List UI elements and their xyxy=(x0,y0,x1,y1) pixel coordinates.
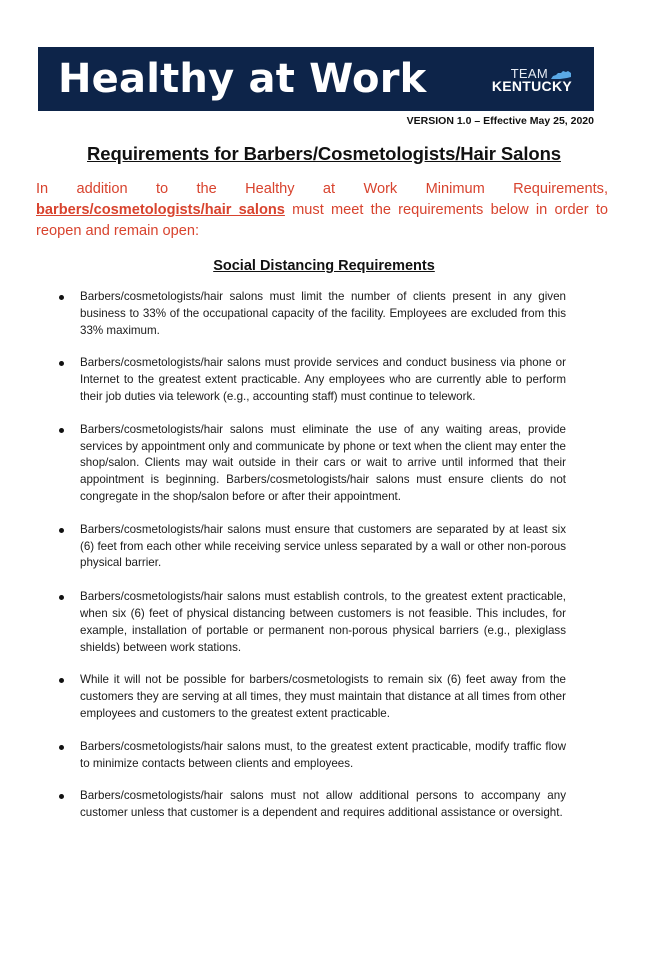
intro-text-2: must meet the requirements below in order to reopen and remain open: xyxy=(36,202,608,239)
list-item: Barbers/cosmetologists/hair salons must, to the greatest extent practicable, modify traffic flow to minimize contacts between clients and employees. xyxy=(56,739,566,773)
list-item: Barbers/cosmetologists/hair salons must establish controls, to the greatest extent practicable, when six (6) feet of physical distancing between customers is not feasible. This includes, for example, installation of portable or permanent non-porous physical barriers (e.g., plexiglass shields) between work stations. xyxy=(56,589,566,656)
document-title: Requirements for Barbers/Cosmetologists/Hair Salons xyxy=(87,143,561,164)
intro-paragraph xyxy=(36,179,608,242)
version-label: VERSION 1.0 – Effective May 25, 2020 xyxy=(406,115,594,127)
list-item: Barbers/cosmetologists/hair salons must not allow additional persons to accompany any customer unless that customer is a dependent and requires additional assistance or oversight. xyxy=(56,788,566,822)
requirements-list xyxy=(56,289,566,822)
intro-highlight: barbers/cosmetologists/hair salons xyxy=(36,202,285,218)
list-item: Barbers/cosmetologists/hair salons must eliminate the use of any waiting areas, provide services by appointment only and communicate by phone or text when the client may enter the shop/salon. Clients may wait outside in their cars or wait to arrive until informed that their appointment is beginning. Barbers/cosmetologists/hair salons must ensure clients do not congregate in the shop/salon before or after their appointment. xyxy=(56,422,566,506)
list-item: Barbers/cosmetologists/hair salons must provide services and conduct business via phone or Internet to the greatest extent practicable. Any employees who are currently able to perform their job duties via telework (e.g., accounting staff) must continue to telework. xyxy=(56,355,566,405)
list-item: Barbers/cosmetologists/hair salons must limit the number of clients present in any given business to 33% of the occupational capacity of the facility. Employees are excluded from this 33% maximum. xyxy=(56,289,566,339)
list-item: While it will not be possible for barbers/cosmetologists to remain six (6) feet away from the customers they are serving at all times, they must maintain that distance at all times from other employees and customers to the greatest extent practicable. xyxy=(56,672,566,722)
logo-kentucky-text: KENTUCKY xyxy=(491,78,572,94)
logo-team-text: TEAM xyxy=(510,66,548,81)
list-item: Barbers/cosmetologists/hair salons must ensure that customers are separated by at least six (6) feet from each other while receiving service unless separated by a wall or other non-porous physical barrier. xyxy=(56,522,566,572)
team-kentucky-logo xyxy=(492,67,572,93)
header-banner xyxy=(38,47,594,111)
intro-text-1: In addition to the Healthy at Work Minimum Requirements, xyxy=(36,181,608,197)
section-title: Social Distancing Requirements xyxy=(213,258,435,274)
banner-title: Healthy at Work xyxy=(58,56,427,102)
